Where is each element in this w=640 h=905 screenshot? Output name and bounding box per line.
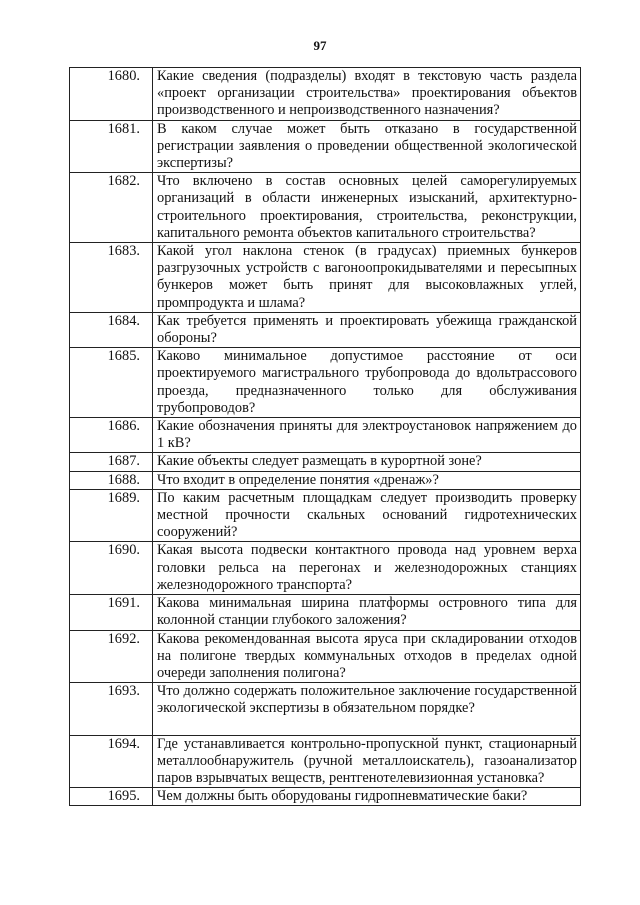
question-number: 1684. xyxy=(70,312,153,347)
table-row xyxy=(70,120,581,173)
question-number: 1693. xyxy=(70,683,153,735)
table-row xyxy=(70,630,581,683)
question-text: Что входит в определение понятия «дренаж»? xyxy=(153,471,581,489)
table-row xyxy=(70,418,581,453)
question-text: Какая высота подвески контактного провода над уровнем верха головки рельса на перегонах и железнодорожных станциях железнодорожного транспорта? xyxy=(153,542,581,595)
questions-table xyxy=(69,67,581,806)
table-row xyxy=(70,243,581,313)
table-row xyxy=(70,788,581,806)
table-row xyxy=(70,595,581,630)
question-text: Какие сведения (подразделы) входят в текстовую часть раздела «проект организации строительства» проектирования объектов производственного и непроизводственного назначения? xyxy=(153,68,581,121)
table-row xyxy=(70,683,581,735)
question-text: Какова рекомендованная высота яруса при складировании отходов на полигоне твердых коммунальных отходов в пределах одной очереди заполнения полигона? xyxy=(153,630,581,683)
table-row xyxy=(70,312,581,347)
question-text: В каком случае может быть отказано в государственной регистрации заявления о проведении общественной экологической экспертизы? xyxy=(153,120,581,173)
question-number: 1689. xyxy=(70,489,153,542)
question-text: Каково минимальное допустимое расстояние от оси проектируемого магистрального трубопровода до вдольтрассового проезда, предназначенного только для обслуживания трубопроводов? xyxy=(153,348,581,418)
question-number: 1688. xyxy=(70,471,153,489)
question-number: 1687. xyxy=(70,453,153,471)
question-text: Как требуется применять и проектировать убежища гражданской обороны? xyxy=(153,312,581,347)
question-number: 1680. xyxy=(70,68,153,121)
question-number: 1695. xyxy=(70,788,153,806)
table-row xyxy=(70,735,581,788)
question-number: 1683. xyxy=(70,243,153,313)
question-text: Какие объекты следует размещать в курортной зоне? xyxy=(153,453,581,471)
table-row xyxy=(70,68,581,121)
question-text-content: Что должно содержать положительное заключение государственной экологической экспертизы в обязательном порядке? xyxy=(157,683,577,717)
question-number: 1690. xyxy=(70,542,153,595)
table-row xyxy=(70,542,581,595)
table-row xyxy=(70,453,581,471)
question-number: 1681. xyxy=(70,120,153,173)
question-number: 1691. xyxy=(70,595,153,630)
question-number: 1694. xyxy=(70,735,153,788)
question-number: 1685. xyxy=(70,348,153,418)
question-text: Что включено в состав основных целей саморегулируемых организаций в области инженерных изысканий, архитектурно-строительного проектирования, строительства, реконструкции, капитального ремонта объектов капитального строительства? xyxy=(153,173,581,243)
question-text: По каким расчетным площадкам следует производить проверку местной прочности скальных оснований гидротехнических сооружений? xyxy=(153,489,581,542)
table-row xyxy=(70,348,581,418)
question-text xyxy=(153,683,581,735)
question-text: Какие обозначения приняты для электроустановок напряжением до 1 кВ? xyxy=(153,418,581,453)
question-text: Какова минимальная ширина платформы островного типа для колонной станции глубокого заложения? xyxy=(153,595,581,630)
question-text: Какой угол наклона стенок (в градусах) приемных бункеров разгрузочных устройств с вагоноопрокидывателями и пересыпных бункеров может быть принят для высоковлажных углей, промпродукта и шлама? xyxy=(153,243,581,313)
question-number: 1682. xyxy=(70,173,153,243)
question-text: Где устанавливается контрольно-пропускной пункт, стационарный металлообнаружитель (ручной металлоискатель), газоанализатор паров взрывчатых веществ, рентгенотелевизионная установка? xyxy=(153,735,581,788)
question-text: Чем должны быть оборудованы гидропневматические баки? xyxy=(153,788,581,806)
question-number: 1692. xyxy=(70,630,153,683)
table-row xyxy=(70,489,581,542)
table-row xyxy=(70,173,581,243)
table-row xyxy=(70,471,581,489)
question-number: 1686. xyxy=(70,418,153,453)
page-number: 97 xyxy=(313,38,327,53)
blank-space xyxy=(157,718,577,735)
